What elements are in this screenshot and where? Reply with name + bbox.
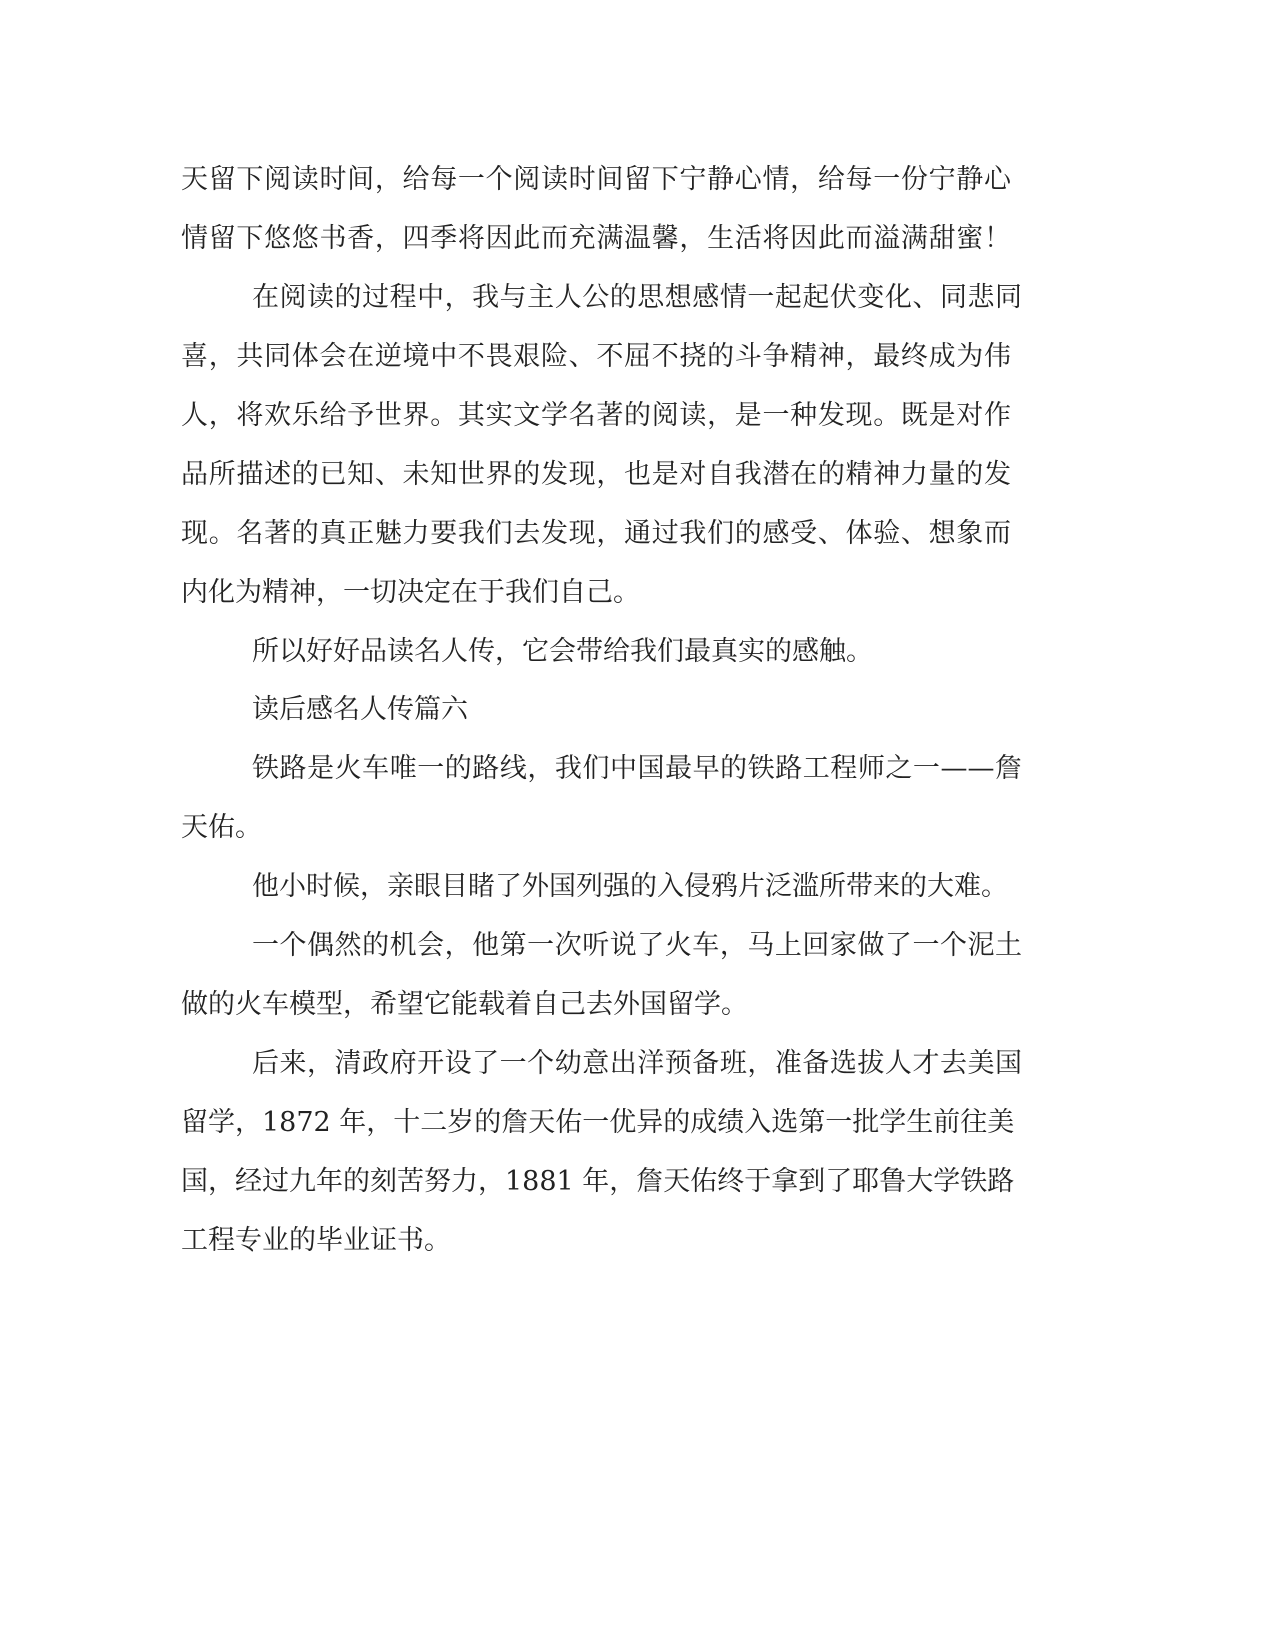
- paragraph-first-line: 在阅读的过程中，我与主人公的思想感情一起起伏变化、同悲同: [252, 282, 1022, 313]
- text-line: 品所描述的已知、未知世界的发现，也是对自我潜在的精神力量的发: [181, 459, 1011, 490]
- text-line: 天佑。: [181, 812, 262, 843]
- section-heading: 读后感名人传篇六: [252, 694, 468, 725]
- text-line: 情留下悠悠书香，四季将因此而充满温馨，生活将因此而溢满甜蜜！: [181, 223, 1011, 254]
- text-line: 天留下阅读时间，给每一个阅读时间留下宁静心情，给每一份宁静心: [181, 164, 1011, 195]
- paragraph-first-line: 后来，清政府开设了一个幼意出洋预备班，准备选拔人才去美国: [252, 1048, 1022, 1079]
- paragraph-first-line: 他小时候，亲眼目睹了外国列强的入侵鸦片泛滥所带来的大难。: [252, 871, 1008, 902]
- paragraph-first-line: 一个偶然的机会，他第一次听说了火车，马上回家做了一个泥土: [252, 930, 1022, 961]
- text-line: 留学，1872 年，十二岁的詹天佑一优异的成绩入选第一批学生前往美: [181, 1107, 1015, 1138]
- text-line: 现。名著的真正魅力要我们去发现，通过我们的感受、体验、想象而: [181, 518, 1011, 549]
- text-line: 做的火车模型，希望它能载着自己去外国留学。: [181, 989, 748, 1020]
- paragraph-first-line: 所以好好品读名人传，它会带给我们最真实的感触。: [252, 636, 873, 667]
- text-line: 内化为精神，一切决定在于我们自己。: [181, 577, 640, 608]
- text-line: 喜，共同体会在逆境中不畏艰险、不屈不挠的斗争精神，最终成为伟: [181, 341, 1011, 372]
- paragraph-first-line: 铁路是火车唯一的路线，我们中国最早的铁路工程师之一——詹: [252, 753, 1022, 784]
- text-line: 工程专业的毕业证书。: [181, 1225, 451, 1256]
- text-line: 国，经过九年的刻苦努力，1881 年，詹天佑终于拿到了耶鲁大学铁路: [181, 1166, 1015, 1197]
- text-line: 人，将欢乐给予世界。其实文学名著的阅读，是一种发现。既是对作: [181, 400, 1011, 431]
